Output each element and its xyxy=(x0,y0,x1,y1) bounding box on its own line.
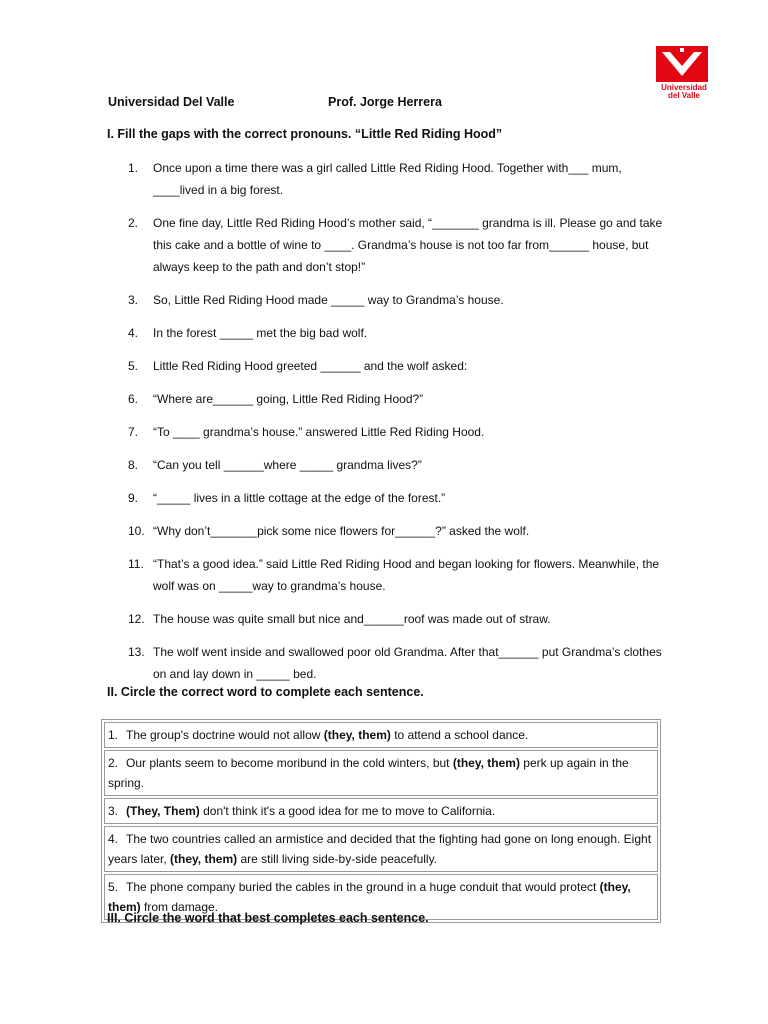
section1-title: I. Fill the gaps with the correct pronouns. “Little Red Riding Hood” xyxy=(107,127,503,141)
logo-v-shape-icon xyxy=(658,48,706,80)
list-item: 5. Little Red Riding Hood greeted ______ and the wolf asked: xyxy=(128,359,468,373)
table-row: 3. (They, Them) don't think it's a good idea for me to move to California. xyxy=(104,798,658,824)
table-row: 2. Our plants seem to become moribund in the cold winters, but (they, them) perk up again in the spring. xyxy=(104,750,658,796)
university-logo xyxy=(656,46,712,100)
table-row: 4. The two countries called an armistice and decided that the fighting had gone on long enough. Eight years later, (they, them) are still living side-by-side peacefully. xyxy=(104,826,658,872)
table-row: 5. The phone company buried the cables in the ground in a huge conduit that would protect (they, them) from damage. xyxy=(104,874,658,920)
section2-title: II. Circle the correct word to complete each sentence. xyxy=(107,685,424,699)
list-item: 10. “Why don’t_______pick some nice flowers for______?” asked the wolf. xyxy=(128,524,530,538)
list-item: 13. The wolf went inside and swallowed poor old Grandma. After that______ put Grandma’s clothes on and lay down in _____ bed. xyxy=(128,645,662,681)
section3-title: III. Circle the word that best completes each sentence. xyxy=(107,911,429,925)
document-header xyxy=(108,95,442,109)
list-item: 6. “Where are______ going, Little Red Riding Hood?” xyxy=(128,392,424,406)
list-item: 8. “Can you tell ______where _____ grandma lives?” xyxy=(128,458,422,472)
list-item: 9. “_____ lives in a little cottage at the edge of the forest.” xyxy=(128,491,446,505)
list-item: 4. In the forest _____ met the big bad wolf. xyxy=(128,326,368,340)
list-item: 7. “To ____ grandma’s house.” answered Little Red Riding Hood. xyxy=(128,425,485,439)
list-item: 11. “That’s a good idea.” said Little Red Riding Hood and began looking for flowers. Meanwhile, the wolf was on _____way to grandma’s house. xyxy=(128,557,660,593)
list-item: 1. Once upon a time there was a girl called Little Red Riding Hood. Together with___ mum, ____lived in a big forest. xyxy=(128,161,622,197)
section1-list xyxy=(128,157,663,685)
list-item: 12. The house was quite small but nice and______roof was made out of straw. xyxy=(128,612,551,626)
logo-emblem xyxy=(656,46,708,82)
section2-table xyxy=(101,719,661,923)
logo-text: Universidad del Valle xyxy=(661,83,707,100)
list-item: 2. One fine day, Little Red Riding Hood’s mother said, “_______ grandma is ill. Please go and take this cake and a bottle of wine to ____. Grandma’s house is not too far from______ house, but always keep to the path and don’t stop!” xyxy=(128,216,663,274)
list-item: 3. So, Little Red Riding Hood made _____ way to Grandma’s house. xyxy=(128,293,504,307)
professor-name: Prof. Jorge Herrera xyxy=(328,95,442,109)
table-row: 1. The group's doctrine would not allow (they, them) to attend a school dance. xyxy=(104,722,658,748)
school-name: Universidad Del Valle xyxy=(108,95,235,109)
